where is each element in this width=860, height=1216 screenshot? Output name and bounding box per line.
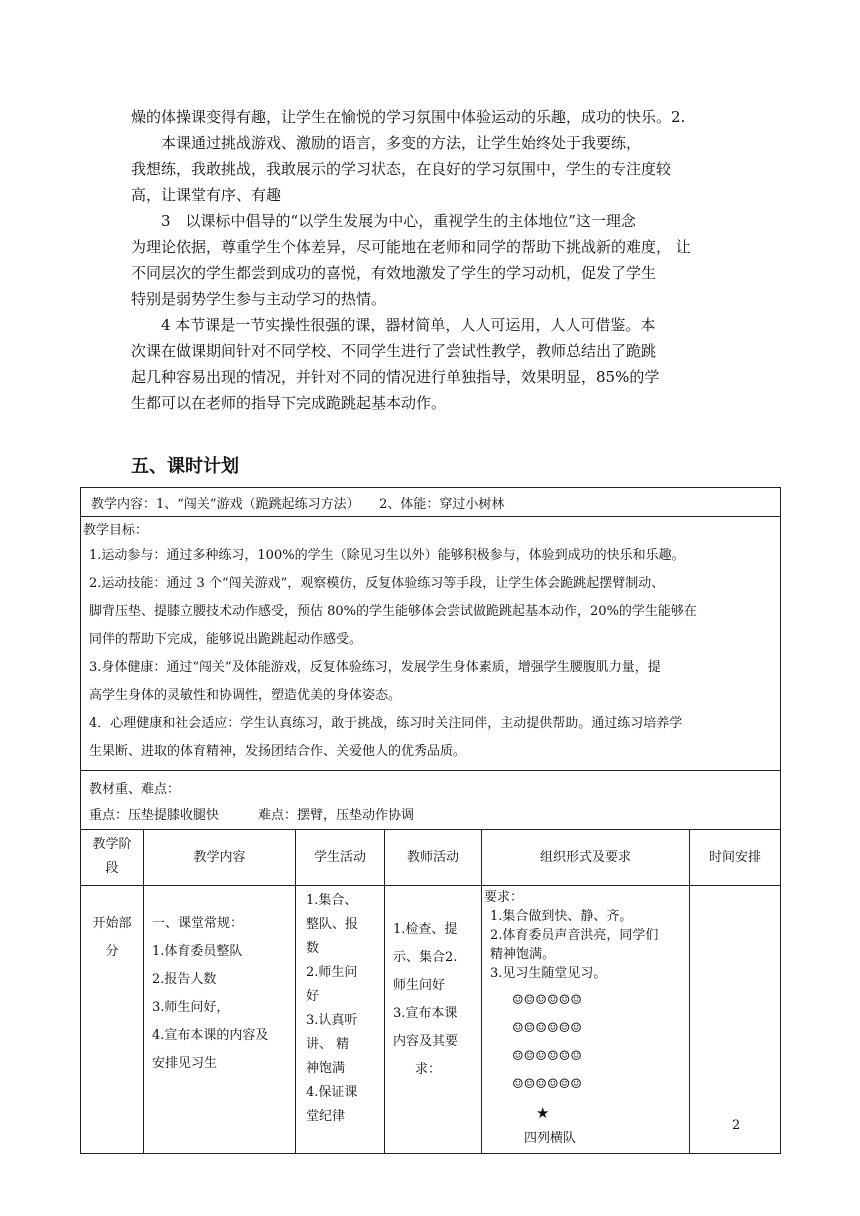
formation-row: ☺☺☺☺☺☺ xyxy=(512,1077,582,1092)
plan-goals-row xyxy=(80,516,781,771)
goal-line: 生果断、进取的体育精神，发扬团结合作、关爱他人的优秀品质。 xyxy=(89,744,467,759)
formation-diagram xyxy=(484,987,689,1099)
intro-line: 我想练，我敢挑战，我敢展示的学习状态，在良好的学习氛围中，学生的专注度较 xyxy=(131,160,672,178)
goal-line: 1.运动参与：通过多种练习，100%的学生（除见习生以外）能够积极参与，体验到成功的快乐和乐趣。 xyxy=(89,548,685,563)
teacher-line: 示、集合2. xyxy=(393,950,458,965)
content-line: 2.报告人数 xyxy=(152,972,217,987)
student-line: 讲、 精 xyxy=(306,1037,350,1052)
teacher-line: 1.检查、提 xyxy=(393,922,458,937)
goal-line: 脚背压垫、提膝立腰技术动作感受，预估 80%的学生能够体会尝试做跪跳起基本动作，20%的学生能够在 xyxy=(89,604,697,619)
student-line: 2.师生问 xyxy=(306,965,358,980)
student-line: 4.保证课 xyxy=(306,1085,358,1100)
formation-row: ☺☺☺☺☺☺ xyxy=(512,993,582,1008)
section-title: 五、课时计划 xyxy=(131,456,239,477)
student-line: 1.集合、 xyxy=(306,893,358,908)
intro-line: 燥的体操课变得有趣，让学生在愉悦的学习氛围中体验运动的乐趣，成功的快乐。2. xyxy=(131,108,686,126)
header-teacher: 教师活动 xyxy=(384,829,482,886)
org-item: 2.体育委员声音洪亮，同学们 xyxy=(490,928,659,943)
teacher-line: 内容及其要 xyxy=(393,1034,459,1049)
goal-line: 同伴的帮助下完成，能够说出跪跳起动作感受。 xyxy=(89,632,363,647)
content-line: 4.宣布本课的内容及 xyxy=(152,1028,269,1043)
intro-line: 3 以课标中倡导的“以学生发展为中心，重视学生的主体地位”这一理念 xyxy=(161,212,636,230)
header-stage: 教学阶 段 xyxy=(80,829,144,886)
intro-line: 起几种容易出现的情况，并针对不同的情况进行单独指导，效果明显，85%的学 xyxy=(131,368,660,386)
teacher-star-icon: ★ xyxy=(536,1104,550,1122)
time-value: 2 xyxy=(732,1118,741,1133)
intro-line: 次课在做课期间针对不同学校、不同学生进行了尝试性教学，教师总结出了跪跳 xyxy=(131,342,657,360)
keypoints-text: 重点：压垫提膝收腿快 难点：摆臂，压垫动作协调 xyxy=(89,808,415,823)
intro-line: 为理论依据，尊重学生个体差异，尽可能地在老师和同学的帮助下挑战新的难度， 让 xyxy=(131,238,691,256)
formation-label: 四列横队 xyxy=(524,1131,577,1146)
goal-line: 2.运动技能：通过 3 个“闯关游戏”，观察模仿，反复体验练习等手段，让学生体会跪跳起摆臂制动、 xyxy=(89,576,665,591)
plan-content-text: 教学内容：1、“闯关”游戏（跪跳起练习方法） 2、体能：穿过小树林 xyxy=(91,497,505,512)
intro-line: 不同层次的学生都尝到成功的喜悦，有效地激发了学生的学习动机，促发了学生 xyxy=(131,264,657,282)
header-content: 教学内容 xyxy=(143,829,296,886)
org-item: 3.见习生随堂见习。 xyxy=(490,966,607,981)
plan-content-row xyxy=(80,487,781,517)
goal-line: 3.身体健康：通过“闯关”及体能游戏，反复体验练习，发展学生身体素质，增强学生腰腹肌力量，提 xyxy=(89,660,661,675)
start-content-cell xyxy=(143,885,296,1154)
org-title: 要求： xyxy=(484,890,524,905)
goals-title: 教学目标： xyxy=(83,523,149,538)
plan-keypoints-row xyxy=(80,770,781,830)
intro-line: 高，让课堂有序、有趣 xyxy=(131,186,282,204)
org-item: 精神饱满。 xyxy=(490,947,556,962)
content-line: 1.体育委员整队 xyxy=(152,944,243,959)
goal-line: 高学生身体的灵敏性和协调性，塑造优美的身体姿态。 xyxy=(89,688,402,703)
goal-line: 4．心理健康和社会适应：学生认真练习，敢于挑战，练习时关注同伴，主动提供帮助。通过练习培养学 xyxy=(89,716,683,731)
intro-line: 本课通过挑战游戏、激励的语言，多变的方法，让学生始终处于我要练， xyxy=(161,134,642,152)
content-line: 一、课堂常规： xyxy=(152,916,244,931)
keypoints-title: 教材重、难点： xyxy=(89,782,181,797)
start-time-cell xyxy=(689,885,781,1154)
start-student-cell xyxy=(295,885,385,1154)
student-line: 3.认真听 xyxy=(306,1013,358,1028)
start-organization-cell xyxy=(481,885,690,1154)
start-stage-cell: 开始部 分 xyxy=(80,885,144,1154)
formation-row: ☺☺☺☺☺☺ xyxy=(512,1049,582,1064)
teacher-line: 3.宣布本课 xyxy=(393,1006,458,1021)
header-organization: 组织形式及要求 xyxy=(481,829,690,886)
teacher-line: 求： xyxy=(415,1062,442,1077)
student-line: 数 xyxy=(306,941,320,956)
intro-line: 生都可以在老师的指导下完成跪跳起基本动作。 xyxy=(131,394,447,412)
student-line: 堂纪律 xyxy=(306,1109,346,1124)
teacher-line: 师生问好 xyxy=(393,978,446,993)
header-student: 学生活动 xyxy=(295,829,385,886)
org-item: 1.集合做到快、静、齐。 xyxy=(490,909,633,924)
student-line: 好 xyxy=(306,989,320,1004)
intro-paragraphs xyxy=(131,104,741,416)
intro-line: 特别是弱势学生参与主动学习的热情。 xyxy=(131,290,387,308)
content-line: 3.师生问好， xyxy=(152,1000,230,1015)
formation-row: ☺☺☺☺☺☺ xyxy=(512,1021,582,1036)
student-line: 整队、报 xyxy=(306,917,359,932)
start-teacher-cell xyxy=(384,885,482,1154)
student-line: 神饱满 xyxy=(306,1061,346,1076)
header-time: 时间安排 xyxy=(689,829,781,886)
intro-line: 4 本节课是一节实操性很强的课，器材简单，人人可运用，人人可借鉴。本 xyxy=(161,316,656,334)
content-line: 安排见习生 xyxy=(152,1056,218,1071)
